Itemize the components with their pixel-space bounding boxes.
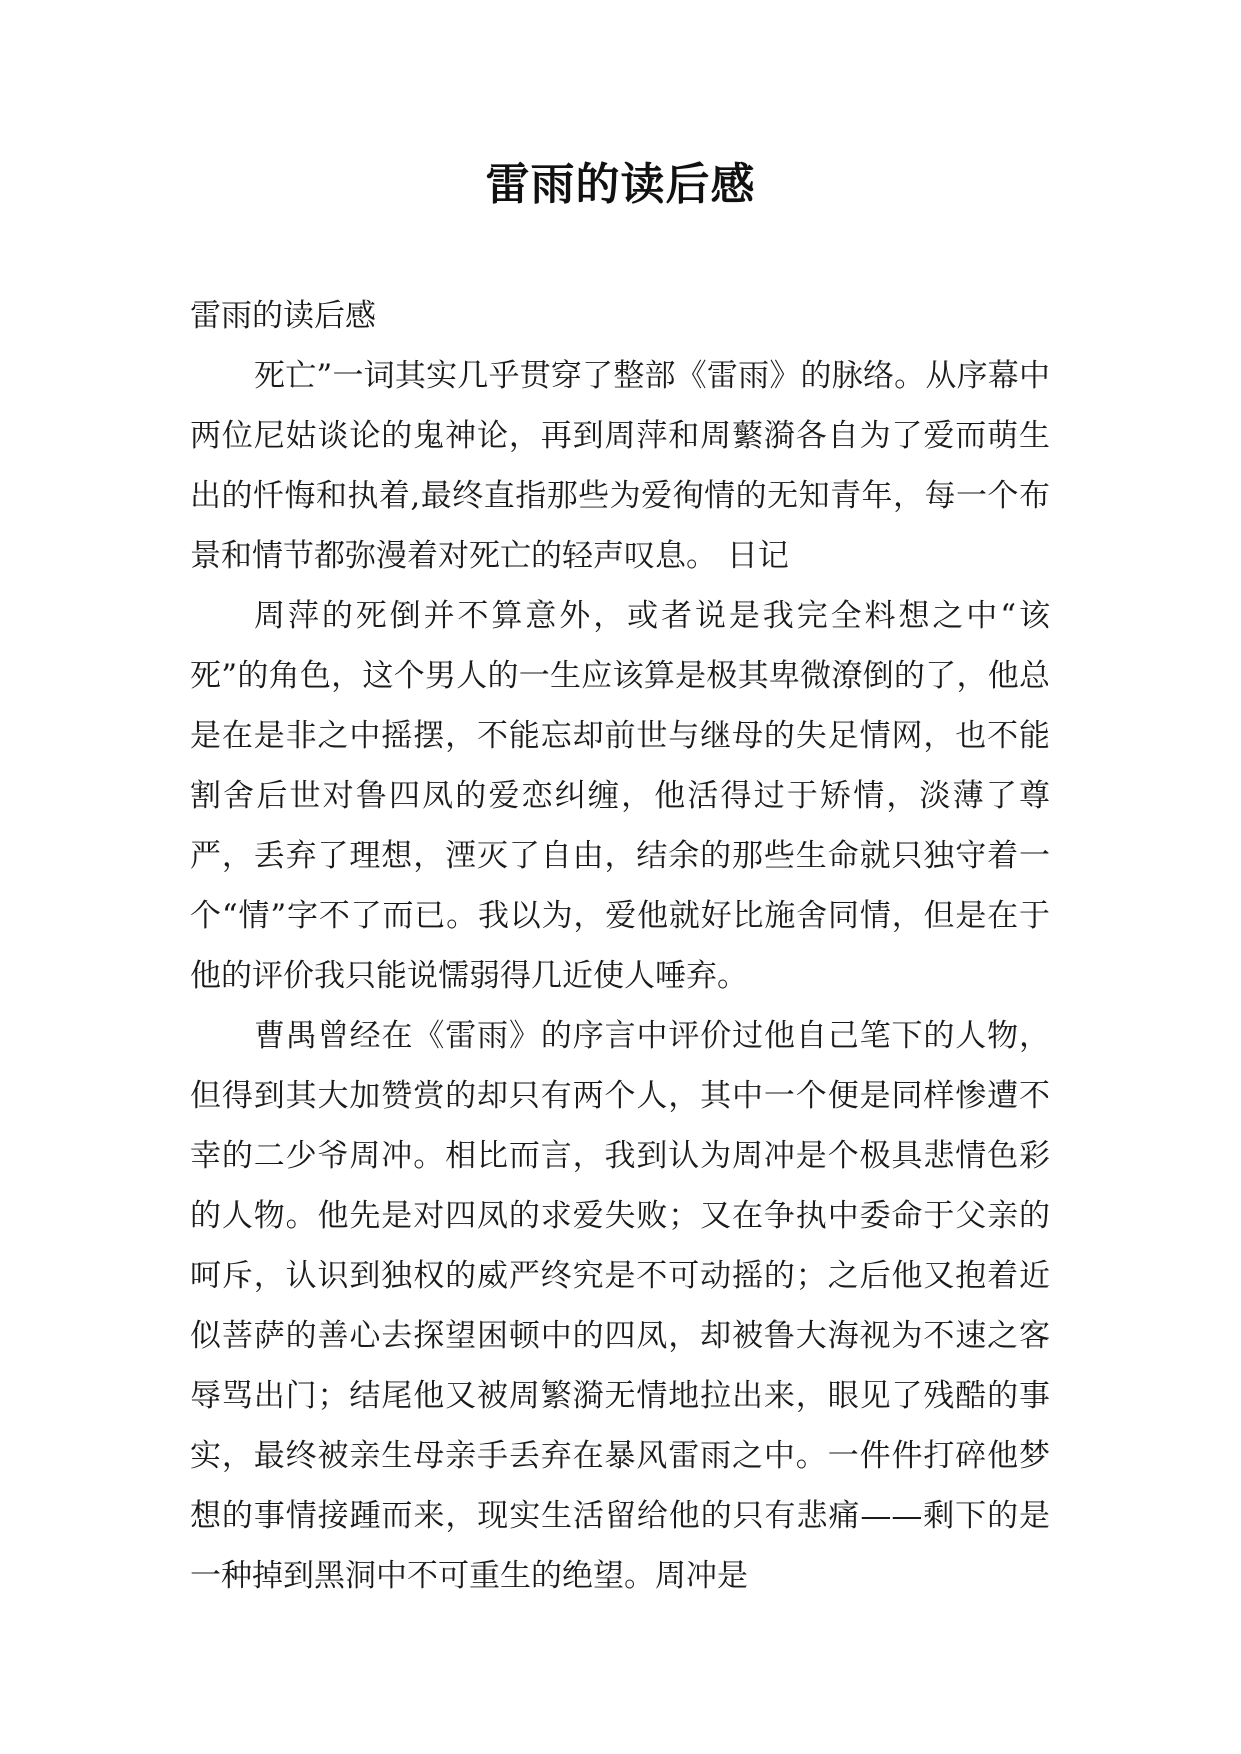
- paragraph-2: 周萍的死倒并不算意外，或者说是我完全料想之中“该死”的角色，这个男人的一生应该算是极其卑微潦倒的了，他总是在是非之中摇摆，不能忘却前世与继母的失足情网，也不能割舍后世对鲁四凤的爱恋纠缠，他活得过于矫情，淡薄了尊严，丢弃了理想，湮灭了自由，结余的那些生命就只独守着一个“情”字不了而已。我以为，爱他就好比施舍同情，但是在于他的评价我只能说懦弱得几近使人唾弃。: [190, 598, 1050, 994]
- paragraph-1: 死亡”一词其实几乎贯穿了整部《雷雨》的脉络。从序幕中两位尼姑谈论的鬼神论，再到周萍和周蘩漪各自为了爱而萌生出的忏悔和执着,最终直指那些为爱徇情的无知青年，每一个布景和情节都弥漫着对死亡的轻声叹息。 日记: [190, 358, 1050, 574]
- paragraph-3: 曹禺曾经在《雷雨》的序言中评价过他自己笔下的人物，但得到其大加赞赏的却只有两个人，其中一个便是同样惨遭不幸的二少爷周冲。相比而言，我到认为周冲是个极具悲情色彩的人物。他先是对四凤的求爱失败；又在争执中委命于父亲的呵斥，认识到独权的威严终究是不可动摇的；之后他又抱着近似菩萨的善心去探望困顿中的四凤，却被鲁大海视为不速之客辱骂出门；结尾他又被周繁漪无情地拉出来，眼见了残酷的事实，最终被亲生母亲手丢弃在暴风雷雨之中。一件件打碎他梦想的事情接踵而来，现实生活留给他的只有悲痛——剩下的是一种掉到黑洞中不可重生的绝望。周冲是: [190, 1018, 1050, 1594]
- document-body: [190, 286, 1050, 1606]
- document-subtitle: 雷雨的读后感: [190, 298, 376, 334]
- document-title: 雷雨的读后感: [485, 159, 756, 210]
